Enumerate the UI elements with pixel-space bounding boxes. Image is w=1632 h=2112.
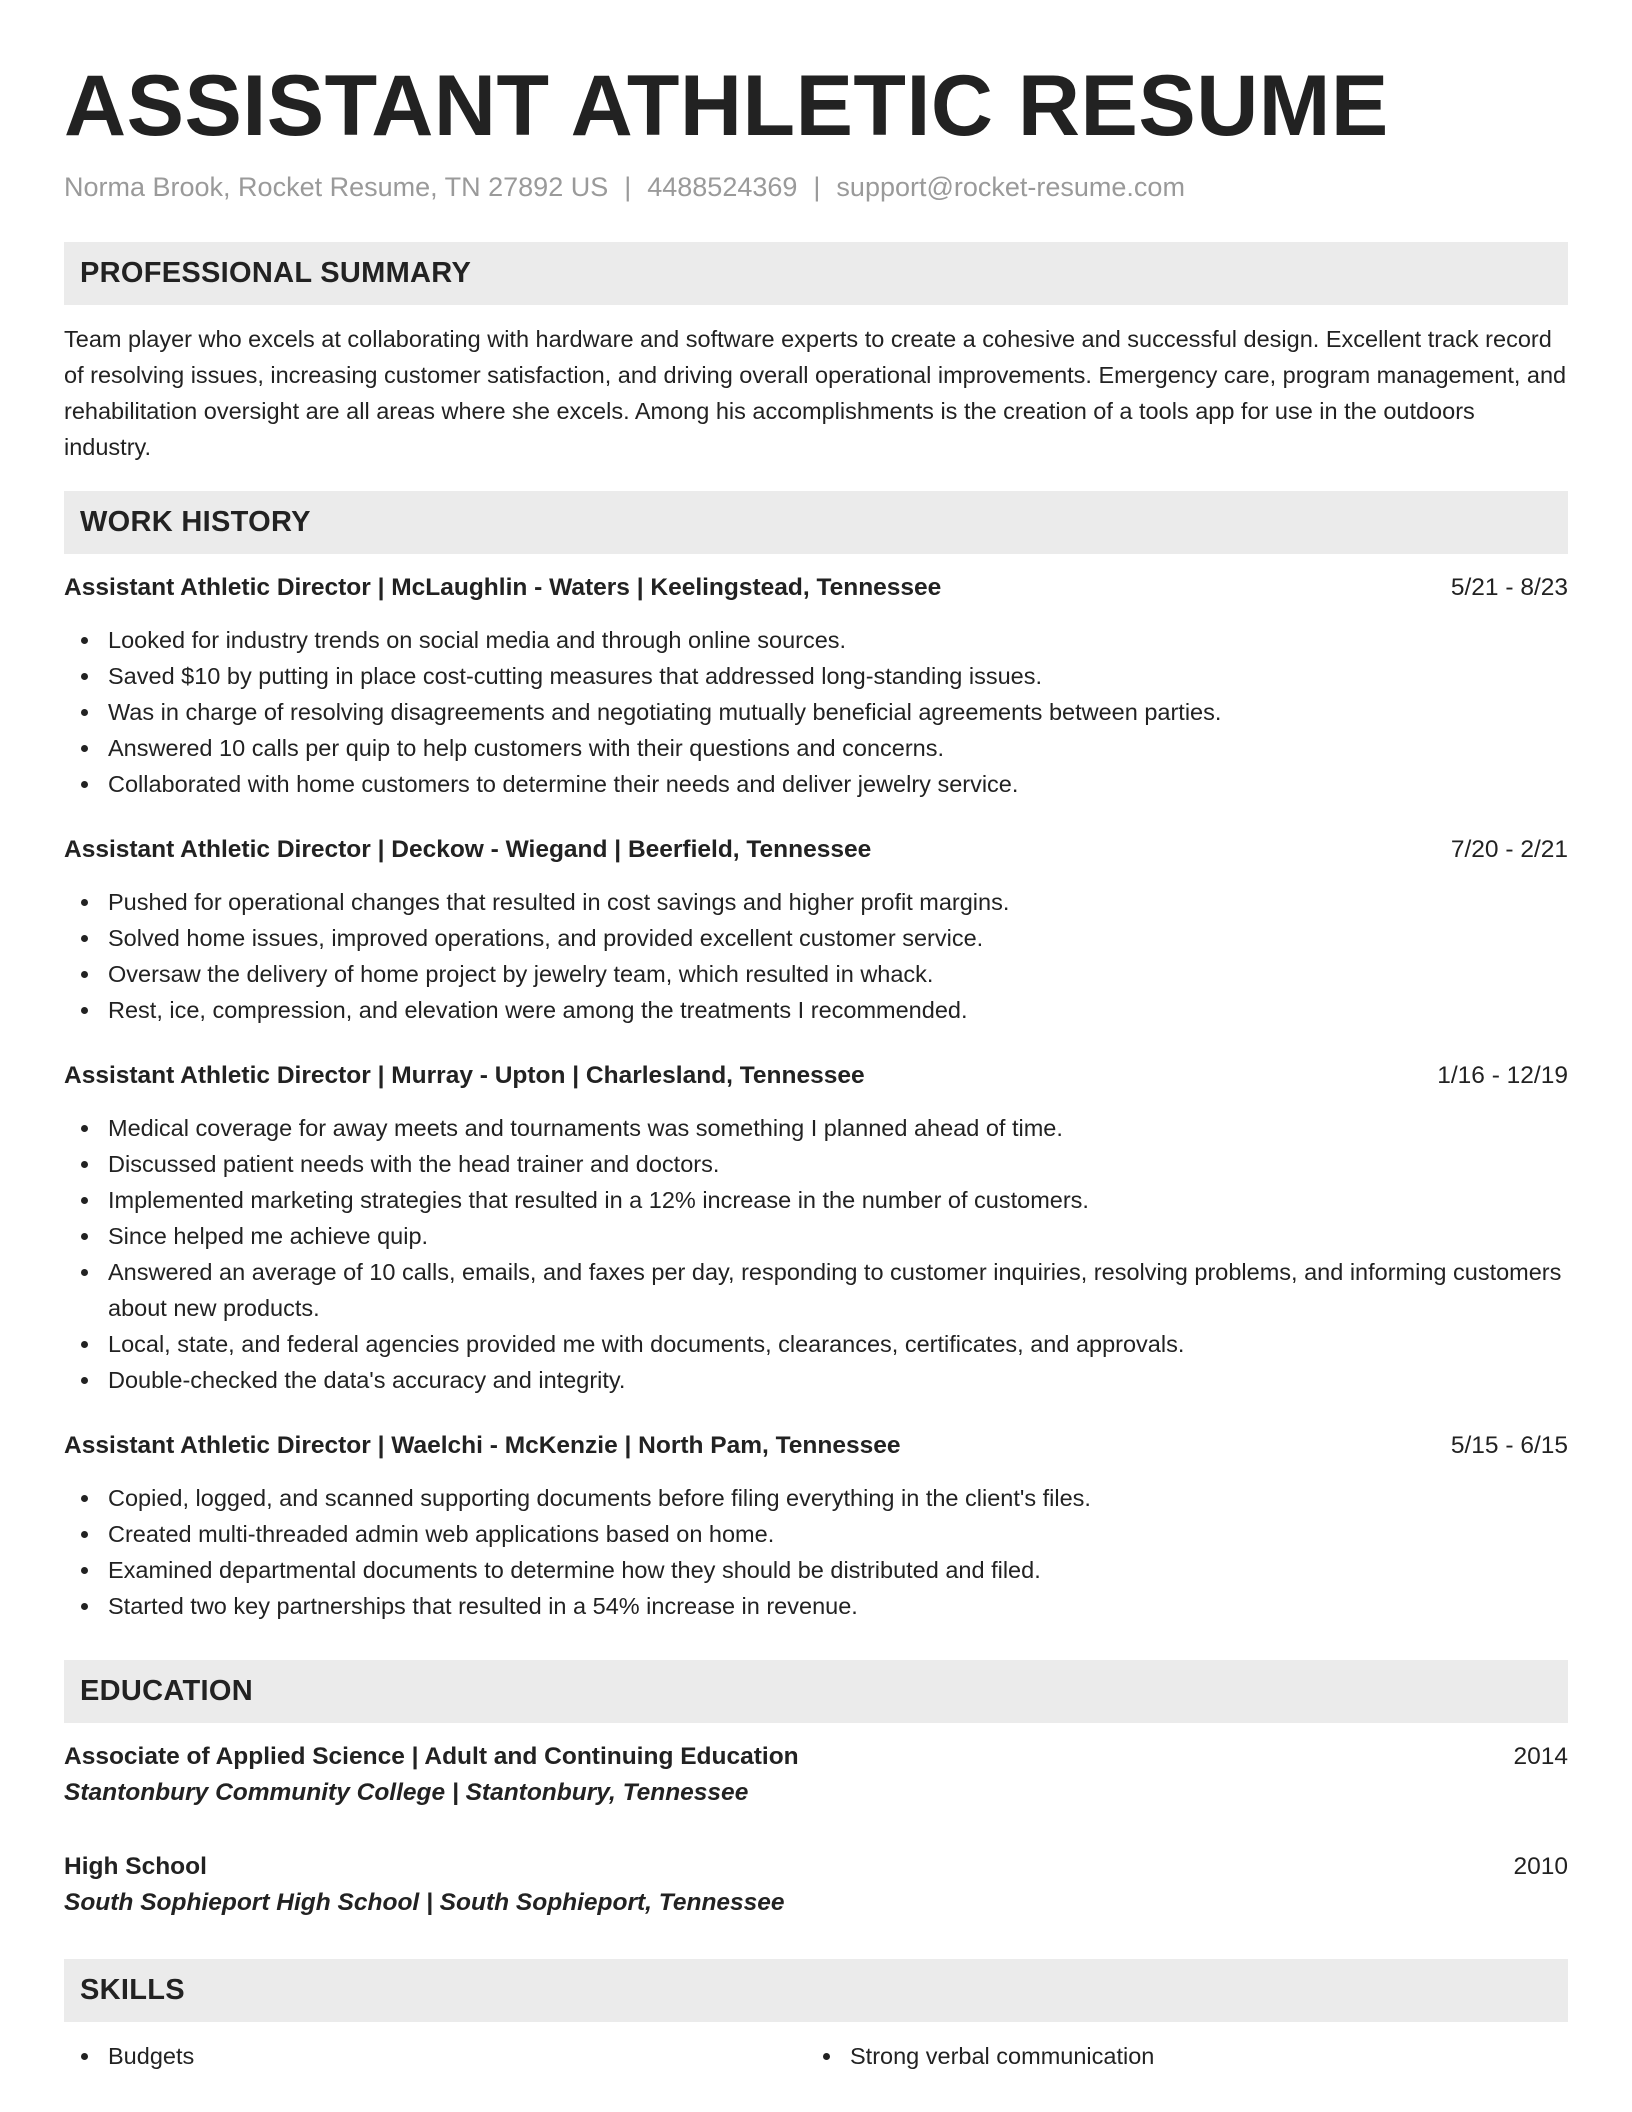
education-header bbox=[64, 1739, 1568, 1775]
education-year: 2014 bbox=[1513, 1743, 1568, 1770]
job-entry bbox=[64, 570, 1568, 802]
list-item: Saved $10 by putting in place cost-cutting measures that addressed long-standing issues. bbox=[108, 658, 1568, 694]
section-title: EDUCATION bbox=[80, 1675, 253, 1707]
job-entry bbox=[64, 1058, 1568, 1398]
job-header bbox=[64, 1058, 1568, 1094]
job-dates: 5/21 - 8/23 bbox=[1450, 574, 1568, 601]
skill-item: Budgets bbox=[108, 2038, 806, 2074]
job-title: Assistant Athletic Director | Deckow - Wiegand | Beerfield, Tennessee bbox=[64, 836, 872, 863]
list-item: Discussed patient needs with the head trainer and doctors. bbox=[108, 1146, 1568, 1182]
section-header-education bbox=[64, 1660, 1568, 1723]
resume-page bbox=[64, 0, 1568, 2074]
education-entry bbox=[64, 1849, 1568, 1921]
job-header bbox=[64, 832, 1568, 868]
contact-email: support@rocket-resume.com bbox=[836, 172, 1185, 202]
education-school: South Sophieport High School | South Sophieport, Tennessee bbox=[64, 1889, 785, 1916]
job-title: Assistant Athletic Director | Murray - Upton | Charlesland, Tennessee bbox=[64, 1062, 865, 1089]
section-header-summary bbox=[64, 242, 1568, 305]
summary-text: Team player who excels at collaborating with hardware and software experts to create a cohesive and successful design. Excellent track record of resolving issues, increasing customer satisfaction, and driving overall operational improvements. Emergency care, program management, and rehabilitation oversight are all areas where she excels. Among his accomplishments is the creation of a tools app for use in the outdoors industry. bbox=[64, 326, 1567, 460]
list-item: Local, state, and federal agencies provided me with documents, clearances, certificates, and approvals. bbox=[108, 1326, 1568, 1362]
section-header-work-history bbox=[64, 491, 1568, 554]
resume-title: ASSISTANT ATHLETIC RESUME bbox=[64, 58, 1389, 154]
education-year: 2010 bbox=[1513, 1853, 1568, 1880]
list-item: Created multi-threaded admin web applications based on home. bbox=[108, 1516, 1568, 1552]
skills-list bbox=[64, 2038, 1568, 2074]
section-title: WORK HISTORY bbox=[80, 506, 311, 538]
education-header bbox=[64, 1849, 1568, 1885]
list-item: Answered 10 calls per quip to help customers with their questions and concerns. bbox=[108, 730, 1568, 766]
education-entry bbox=[64, 1739, 1568, 1811]
list-item: Started two key partnerships that resulted in a 54% increase in revenue. bbox=[108, 1588, 1568, 1624]
list-item: Double-checked the data's accuracy and integrity. bbox=[108, 1362, 1568, 1398]
job-dates: 5/15 - 6/15 bbox=[1450, 1432, 1568, 1459]
contact-line bbox=[64, 170, 1568, 204]
list-item: Copied, logged, and scanned supporting documents before filing everything in the client's files. bbox=[108, 1480, 1568, 1516]
list-item: Solved home issues, improved operations, and provided excellent customer service. bbox=[108, 920, 1568, 956]
skills-column-left bbox=[64, 2038, 806, 2074]
job-bullets bbox=[64, 884, 1568, 1028]
education-degree: Associate of Applied Science | Adult and Continuing Education bbox=[64, 1743, 799, 1770]
job-header bbox=[64, 570, 1568, 606]
job-bullets bbox=[64, 1110, 1568, 1398]
job-title: Assistant Athletic Director | McLaughlin - Waters | Keelingstead, Tennessee bbox=[64, 574, 942, 601]
job-title: Assistant Athletic Director | Waelchi - McKenzie | North Pam, Tennessee bbox=[64, 1432, 901, 1459]
list-item: Answered an average of 10 calls, emails, and faxes per day, responding to customer inquiries, resolving problems, and informing customers about new products. bbox=[108, 1254, 1568, 1326]
list-item: Examined departmental documents to determine how they should be distributed and filed. bbox=[108, 1552, 1568, 1588]
list-item: Was in charge of resolving disagreements and negotiating mutually beneficial agreements between parties. bbox=[108, 694, 1568, 730]
list-item: Since helped me achieve quip. bbox=[108, 1218, 1568, 1254]
contact-address: Norma Brook, Rocket Resume, TN 27892 US bbox=[64, 172, 609, 202]
section-title: PROFESSIONAL SUMMARY bbox=[80, 257, 472, 289]
job-entry bbox=[64, 832, 1568, 1028]
job-dates: 1/16 - 12/19 bbox=[1437, 1062, 1568, 1089]
contact-phone: 4488524369 bbox=[647, 172, 798, 202]
contact-separator: | bbox=[624, 172, 632, 202]
job-bullets bbox=[64, 1480, 1568, 1624]
section-header-skills bbox=[64, 1959, 1568, 2022]
education-degree: High School bbox=[64, 1853, 207, 1880]
contact-separator: | bbox=[813, 172, 821, 202]
job-entry bbox=[64, 1428, 1568, 1624]
list-item: Oversaw the delivery of home project by jewelry team, which resulted in whack. bbox=[108, 956, 1568, 992]
education-school: Stantonbury Community College | Stantonbury, Tennessee bbox=[64, 1779, 749, 1806]
list-item: Rest, ice, compression, and elevation were among the treatments I recommended. bbox=[108, 992, 1568, 1028]
job-dates: 7/20 - 2/21 bbox=[1450, 836, 1568, 863]
list-item: Looked for industry trends on social media and through online sources. bbox=[108, 622, 1568, 658]
section-title: SKILLS bbox=[80, 1974, 185, 2006]
list-item: Pushed for operational changes that resulted in cost savings and higher profit margins. bbox=[108, 884, 1568, 920]
list-item: Collaborated with home customers to determine their needs and deliver jewelry service. bbox=[108, 766, 1568, 802]
skill-item: Strong verbal communication bbox=[850, 2038, 1548, 2074]
job-bullets bbox=[64, 622, 1568, 802]
job-header bbox=[64, 1428, 1568, 1464]
list-item: Medical coverage for away meets and tournaments was something I planned ahead of time. bbox=[108, 1110, 1568, 1146]
list-item: Implemented marketing strategies that resulted in a 12% increase in the number of customers. bbox=[108, 1182, 1568, 1218]
skills-column-right bbox=[806, 2038, 1548, 2074]
